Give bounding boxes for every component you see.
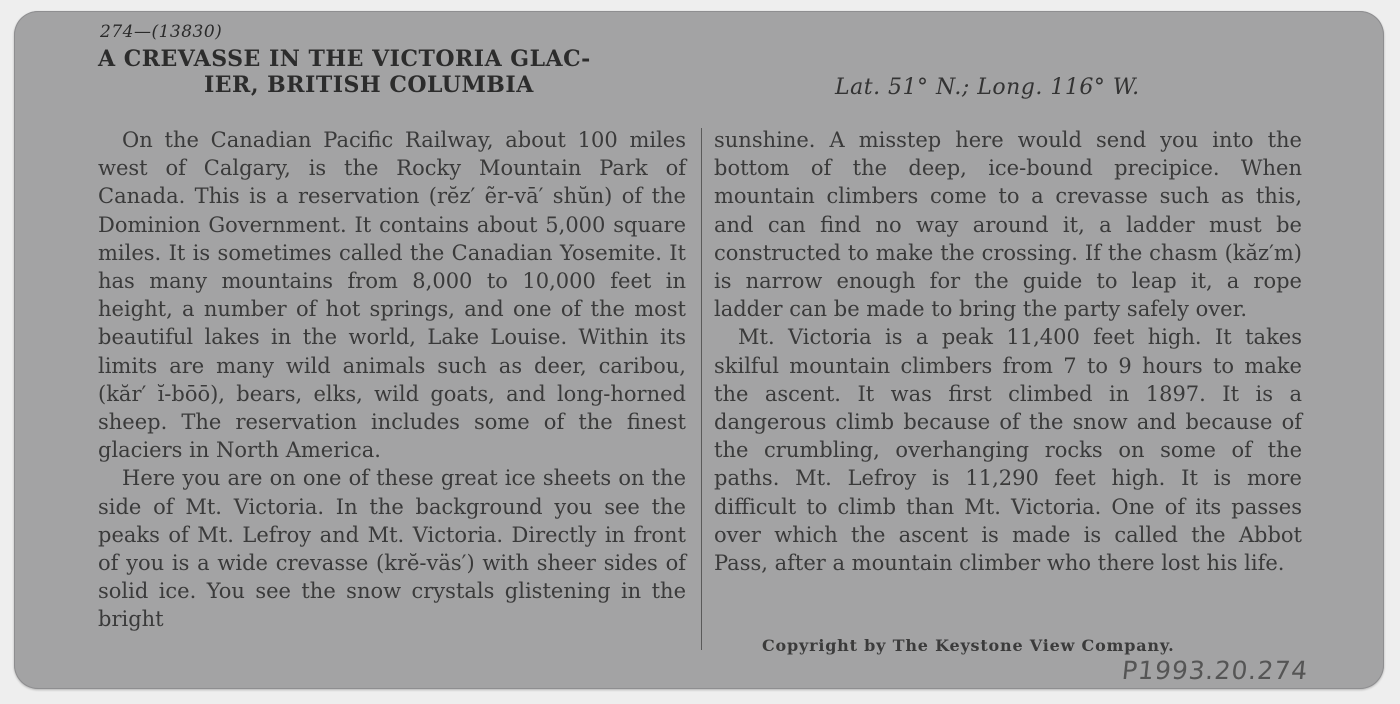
card-title-line2: IER, BRITISH COLUMBIA [204,72,534,98]
text-column-right [714,126,1302,577]
paragraph: sunshine. A misstep here would send you into the bottom of the deep, ice-bound precipice. When mountain climbers come to a crevasse such as this, and can find no way around it, a ladder must be constructed to make the crossing. If the chasm (kăz′m) is narrow enough for the guide to leap it, a rope ladder can be made to bring the party safely over. [714,128,1302,322]
coordinates: Lat. 51° N.; Long. 116° W. [835,75,1140,100]
catalog-number: 274—(13830) [100,22,223,42]
paragraph: Mt. Victoria is a peak 11,400 feet high. It takes skilful mountain climbers from 7 to 9 hours to make the ascent. It was first climbed in 1897. It is a dangerous climb because of the snow and because of the crumbling, overhanging rocks on some of the paths. Mt. Lefroy is 11,290 feet high. It is more difficult to climb than Mt. Victoria. One of its passes over which the ascent is made is called the Abbot Pass, after a mountain climber who there lost his life. [714,325,1302,576]
paragraph: Here you are on one of these great ice sheets on the side of Mt. Victoria. In the background you see the peaks of Mt. Lefroy and Mt. Victoria. Directly in front of you is a wide crevasse (krĕ-väs′) with sheer sides of solid ice. You see the snow crystals glistening in the bright [98,466,686,632]
card-title-line1: A CREVASSE IN THE VICTORIA GLAC- [98,46,591,72]
accession-number: P1993.20.274 [1120,656,1310,685]
copyright-notice: Copyright by The Keystone View Company. [762,636,1175,655]
card-title [98,46,698,98]
paragraph: On the Canadian Pacific Railway, about 100 miles west of Calgary, is the Rocky Mountain Park of Canada. This is a reservation (rĕz′ ẽr-vā′ shŭn) of the Dominion Government. It contains about 5,000 square miles. It is sometimes called the Canadian Yosemite. It has many mountains from 8,000 to 10,000 feet in height, a number of hot springs, and one of the most beautiful lakes in the world, Lake Louise. Within its limits are many wild animals such as deer, caribou, (kăr′ ĭ-bōō), bears, elks, wild goats, and long-horned sheep. The reservation includes some of the finest glaciers in North America. [98,128,686,463]
column-divider [701,128,702,650]
text-column-left [98,126,686,634]
